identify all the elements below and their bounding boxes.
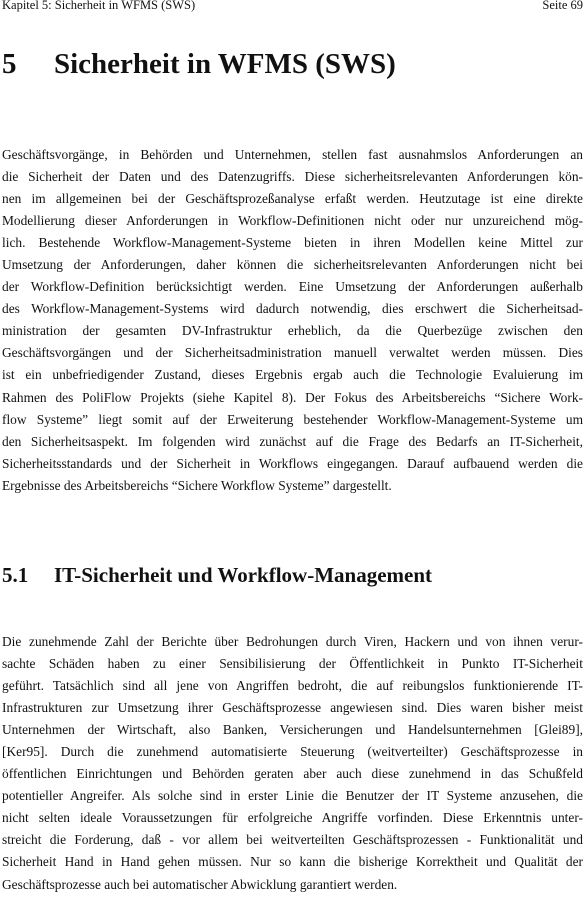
paragraph-line: Geschäftsprozesse auch bei automatischer Abwicklung garantiert werden.	[2, 876, 398, 892]
paragraph-line: Sicherheitsstandards und der Sicherheit in Workflows eingegangen. Darauf aufbauend werden die	[2, 455, 583, 471]
section-title: IT-Sicherheit und Workflow-Management	[54, 563, 433, 587]
paragraph-line: Unternehmen der Wirtschaft, also Banken, Versicherungen und Handelsunternehmen [Glei89],	[2, 722, 583, 738]
paragraph-line: Geschäftsvorgängen und der Sicherheitsadministration manuell verwaltet werden müssen. Dies	[2, 345, 583, 361]
paragraph-intro	[2, 144, 583, 497]
paragraph-line: geführt. Tatsächlich sind all jene von Angriffen bedroht, die auf reibungslos funktionierende IT-	[2, 678, 583, 694]
paragraph-line: den Sicherheitsaspekt. Im folgenden wird zunächst auf die Frage des Bedarfs an IT-Sicherheit,	[2, 433, 583, 449]
paragraph-line: Ergebnisse des Arbeitsbereichs “Sichere Workflow Systeme” dargestellt.	[2, 477, 392, 493]
running-header-chapter: Kapitel 5: Sicherheit in WFMS (SWS)	[2, 0, 196, 12]
paragraph-line: nicht selten ideale Voraussetzungen für erfolgreiche Angriffe vorfinden. Diese Erkenntnis unter-	[2, 810, 583, 826]
paragraph-line: ist ein unbefriedigender Zustand, dieses Ergebnis ergab auch die Technologie Evaluierung im	[2, 367, 583, 383]
paragraph-it-security	[2, 631, 583, 896]
paragraph-line: Infrastrukturen zur Umsetzung ihrer Geschäftsprozesse angewiesen sind. Dies waren bisher meist	[2, 700, 583, 716]
paragraph-line: flow Systeme” liegt somit auf der Erweiterung bestehender Workflow-Management-Systeme um	[2, 411, 583, 427]
section-heading	[2, 560, 432, 590]
paragraph-line: Die zunehmende Zahl der Berichte über Bedrohungen durch Viren, Hackern und von ihnen verur-	[2, 634, 583, 649]
paragraph-line: Umsetzung der Anforderungen, daher können die sicherheitsrelevanten Anforderungen nicht bei	[2, 257, 583, 273]
paragraph-line: Modellierung dieser Anforderungen in Workflow-Definitionen nicht oder nur unzureichend mög-	[2, 213, 583, 229]
chapter-title: Sicherheit in WFMS (SWS)	[54, 48, 396, 80]
chapter-heading	[2, 44, 396, 84]
section-number: 5.1	[2, 563, 29, 587]
paragraph-line: des Workflow-Management-Systems wird dadurch notwendig, dies erschwert die Sicherheitsad-	[2, 301, 583, 317]
paragraph-line: Rahmen des PoliFlow Projekts (siehe Kapitel 8). Der Fokus des Arbeitsbereichs “Sichere Work-	[2, 389, 583, 405]
paragraph-line: lich. Bestehende Workflow-Management-Systeme bieten in ihren Modellen keine Mittel zur	[2, 235, 583, 251]
running-header	[2, 0, 583, 15]
paragraph-line: die Sicherheit der Daten und des Datenzugriffs. Diese sicherheitsrelevanten Anforderungen kön-	[2, 169, 583, 185]
paragraph-line: potentieller Angreifer. Als solche sind in erster Linie die Benutzer der IT Systeme anzusehen, die	[2, 788, 583, 804]
paragraph-line: Geschäftsvorgänge, in Behörden und Unternehmen, stellen fast ausnahmslos Anforderungen an	[2, 147, 583, 162]
chapter-number: 5	[2, 48, 17, 80]
running-header-page-number: Seite 69	[542, 0, 583, 12]
paragraph-line: öffentlichen Einrichtungen und Behörden geraten aber auch diese zunehmend in das Schußfeld	[2, 766, 583, 782]
paragraph-line: Sicherheit Hand in Hand gehen müssen. Nur so kann die bisherige Korrektheit und Qualität der	[2, 854, 583, 870]
paragraph-line: ministration der gesamten DV-Infrastruktur erheblich, da die Querbezüge zwischen den	[2, 323, 583, 339]
paragraph-line: sachte Schäden haben zu einer Sensibilisierung der Öffentlichkeit in Punkto IT-Sicherheit	[2, 656, 583, 672]
paragraph-line: streicht die Forderung, daß - vor allem bei weitverteilten Geschäftsprozessen - Funktionalität und	[2, 832, 583, 848]
paragraph-line: der Workflow-Definition berücksichtigt werden. Eine Umsetzung der Anforderungen außerhalb	[2, 279, 583, 295]
paragraph-line: [Ker95]. Durch die zunehmend automatisierte Steuerung (weitverteilter) Geschäftsprozesse in	[2, 744, 583, 760]
paragraph-line: nen im allgemeinen bei der Geschäftsprozeßanalyse erfaßt werden. Heutzutage ist eine direkte	[2, 191, 583, 207]
